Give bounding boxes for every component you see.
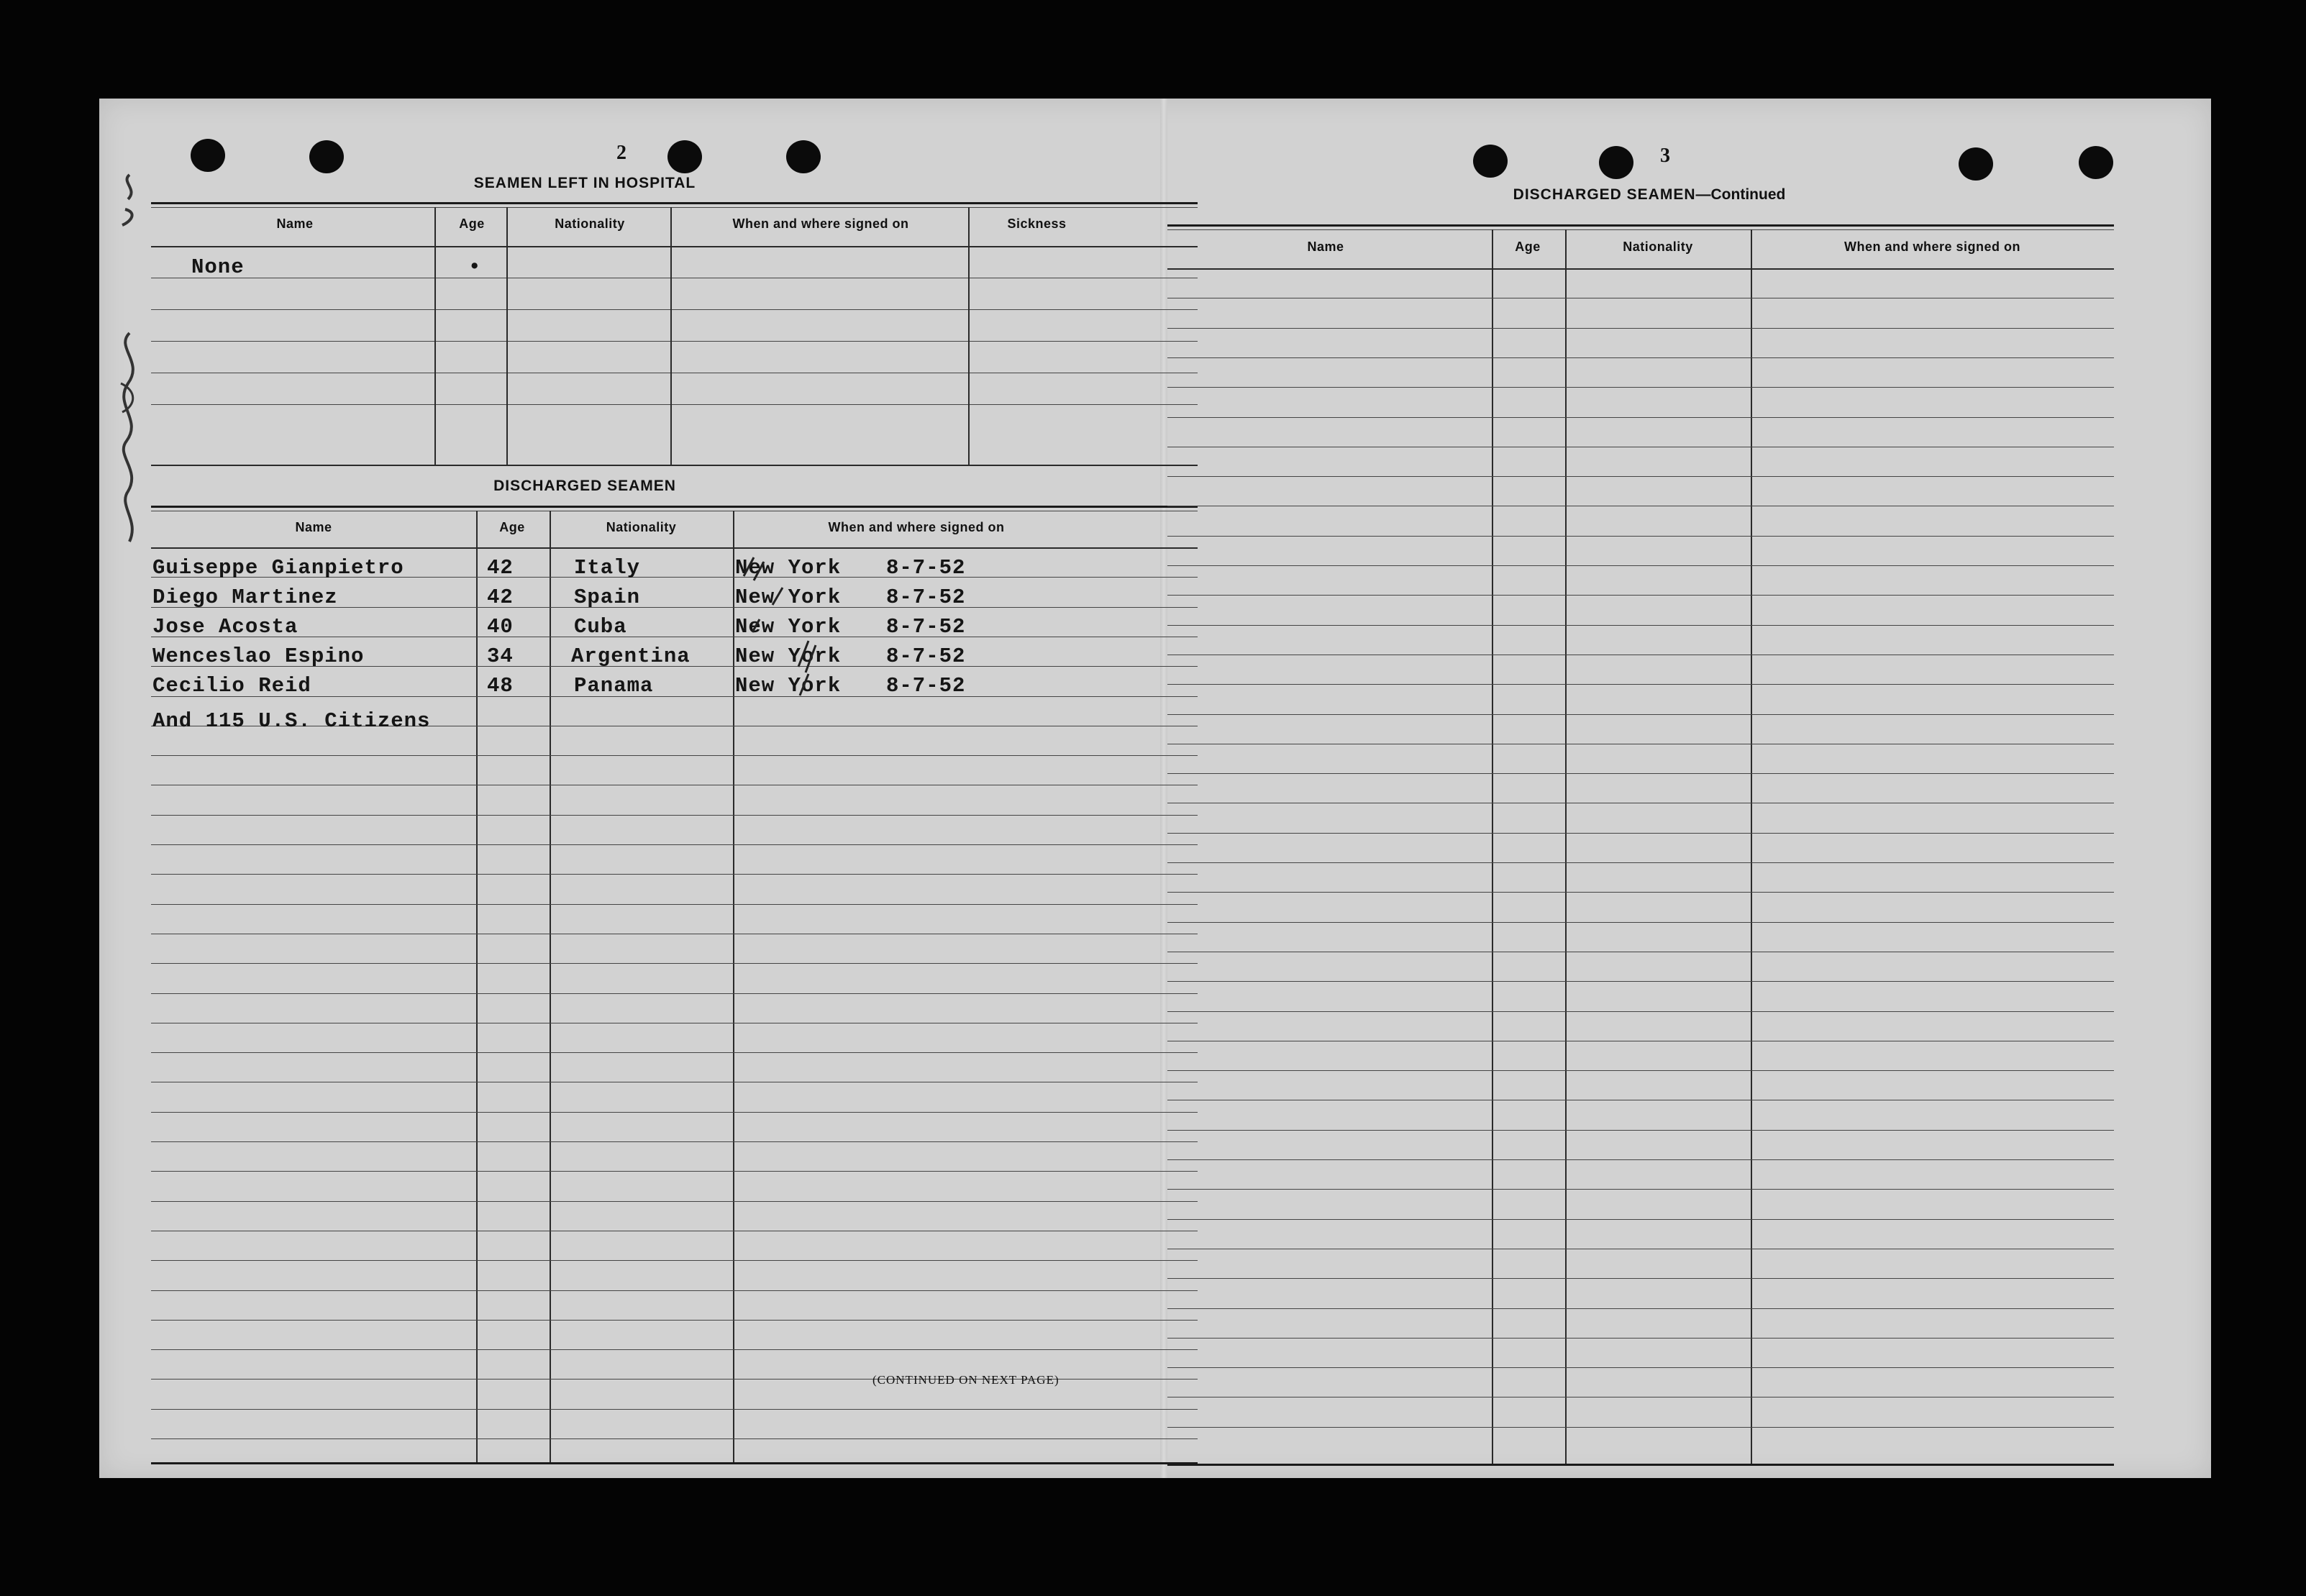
column-divider [434, 207, 436, 465]
hospital-entry-name: None [191, 255, 245, 279]
table-rule [151, 207, 1198, 208]
table-rule [1167, 773, 2114, 774]
seaman-nationality: Argentina [571, 644, 691, 668]
table-rule [1167, 1011, 2114, 1012]
column-header-age: Age [499, 520, 525, 534]
column-header-signed-on: When and where signed on [732, 216, 909, 231]
table-rule [151, 1438, 1198, 1439]
table-rule [151, 404, 1198, 405]
table-rule [151, 1171, 1198, 1172]
table-rule [1167, 922, 2114, 923]
seaman-name: Diego Martinez [152, 585, 338, 609]
table-rule [151, 309, 1198, 310]
table-rule [1167, 357, 2114, 358]
table-rule [151, 755, 1198, 756]
column-header-name: Name [1307, 240, 1344, 254]
signed-on-date: 8-7-52 [886, 556, 966, 580]
check-marks [646, 552, 833, 710]
handwritten-margin-note [101, 168, 158, 570]
section-title-continued [1290, 186, 2009, 204]
table-rule [1167, 1159, 2114, 1160]
table-rule [1167, 684, 2114, 685]
seaman-age: 34 [487, 644, 514, 668]
left-page [99, 99, 1164, 1478]
document-sheet [99, 99, 2211, 1478]
table-rule [1167, 1464, 2114, 1466]
table-rule [1167, 1427, 2114, 1428]
seaman-nationality: Panama [574, 674, 654, 698]
table-rule [151, 341, 1198, 342]
table-rule [151, 465, 1198, 466]
table-rule [151, 993, 1198, 994]
column-header-nationality: Nationality [606, 520, 677, 534]
continued-note: (CONTINUED ON NEXT PAGE) [872, 1373, 1059, 1387]
seaman-age: 42 [487, 556, 514, 580]
table-rule [1167, 862, 2114, 863]
column-header-sickness: Sickness [1007, 216, 1067, 231]
table-rule [1167, 417, 2114, 418]
column-header-nationality: Nationality [555, 216, 625, 231]
table-rule [151, 1260, 1198, 1261]
column-header-age: Age [459, 216, 485, 231]
table-rule [1167, 1367, 2114, 1368]
table-rule [1167, 476, 2114, 477]
table-rule [151, 1201, 1198, 1202]
table-rule [151, 1349, 1198, 1350]
table-rule [151, 547, 1198, 549]
seaman-age: 42 [487, 585, 514, 609]
table-rule [1167, 714, 2114, 715]
title-main: DISCHARGED SEAMEN [1513, 186, 1696, 203]
seaman-nationality: Cuba [574, 615, 627, 639]
table-rule [151, 1290, 1198, 1291]
table-rule [151, 844, 1198, 845]
section-title-discharged: DISCHARGED SEAMEN [493, 478, 676, 494]
seaman-age: 40 [487, 615, 514, 639]
summary-line: And 115 U.S. Citizens [152, 709, 431, 733]
seaman-name: Cecilio Reid [152, 674, 311, 698]
signed-on-date: 8-7-52 [886, 585, 966, 609]
column-header-signed-on: When and where signed on [1844, 240, 2020, 254]
title-suffix: —Continued [1695, 186, 1786, 203]
seaman-nationality: Spain [574, 585, 641, 609]
signed-on-date: 8-7-52 [886, 674, 966, 698]
seaman-name: Wenceslao Espino [152, 644, 365, 668]
table-rule [1167, 1308, 2114, 1309]
table-rule [151, 506, 1198, 508]
signed-on-place: New York [735, 615, 842, 639]
table-rule [151, 1409, 1198, 1410]
column-header-name: Name [276, 216, 314, 231]
signed-on-place: New York [735, 585, 842, 609]
table-rule [1167, 981, 2114, 982]
column-header-age: Age [1515, 240, 1541, 254]
signed-on-place: New York [735, 644, 842, 668]
seaman-name: Guiseppe Gianpietro [152, 556, 404, 580]
table-rule [151, 1141, 1198, 1142]
table-rule [1167, 328, 2114, 329]
seaman-name: Jose Acosta [152, 615, 298, 639]
table-rule [1167, 1070, 2114, 1071]
seaman-nationality: Italy [574, 556, 641, 580]
table-rule [151, 246, 1198, 247]
signed-on-date: 8-7-52 [886, 644, 966, 668]
table-rule [1167, 1189, 2114, 1190]
table-rule [1167, 229, 2114, 230]
column-header-signed-on: When and where signed on [828, 520, 1005, 534]
signed-on-date: 8-7-52 [886, 615, 966, 639]
column-divider [670, 207, 672, 465]
right-page [1167, 99, 2211, 1478]
table-rule [1167, 565, 2114, 566]
table-rule [1167, 625, 2114, 626]
table-rule [151, 963, 1198, 964]
table-rule [1167, 892, 2114, 893]
table-rule [1167, 833, 2114, 834]
table-rule [1167, 268, 2114, 270]
table-rule [1167, 387, 2114, 388]
table-rule [151, 1112, 1198, 1113]
page-number: 3 [1660, 145, 1670, 167]
column-divider [506, 207, 508, 465]
table-rule [1167, 595, 2114, 596]
section-title-hospital: SEAMEN LEFT IN HOSPITAL [473, 175, 696, 191]
table-rule [151, 874, 1198, 875]
signed-on-place: New York [735, 556, 842, 580]
table-rule [151, 815, 1198, 816]
table-rule [151, 1462, 1198, 1464]
table-rule [1167, 224, 2114, 227]
table-rule [1167, 1130, 2114, 1131]
column-header-nationality: Nationality [1623, 240, 1693, 254]
seaman-age: 48 [487, 674, 514, 698]
table-rule [1167, 1278, 2114, 1279]
column-header-name: Name [295, 520, 332, 534]
table-rule [151, 904, 1198, 905]
hospital-entry-age: • [468, 255, 482, 279]
table-rule [151, 1052, 1198, 1053]
page-number: 2 [616, 142, 626, 164]
table-rule [1167, 1338, 2114, 1339]
signed-on-place: New York [735, 674, 842, 698]
table-rule [1167, 536, 2114, 537]
column-divider [968, 207, 970, 465]
table-rule [151, 1320, 1198, 1321]
table-rule [151, 202, 1198, 204]
table-rule [1167, 1219, 2114, 1220]
